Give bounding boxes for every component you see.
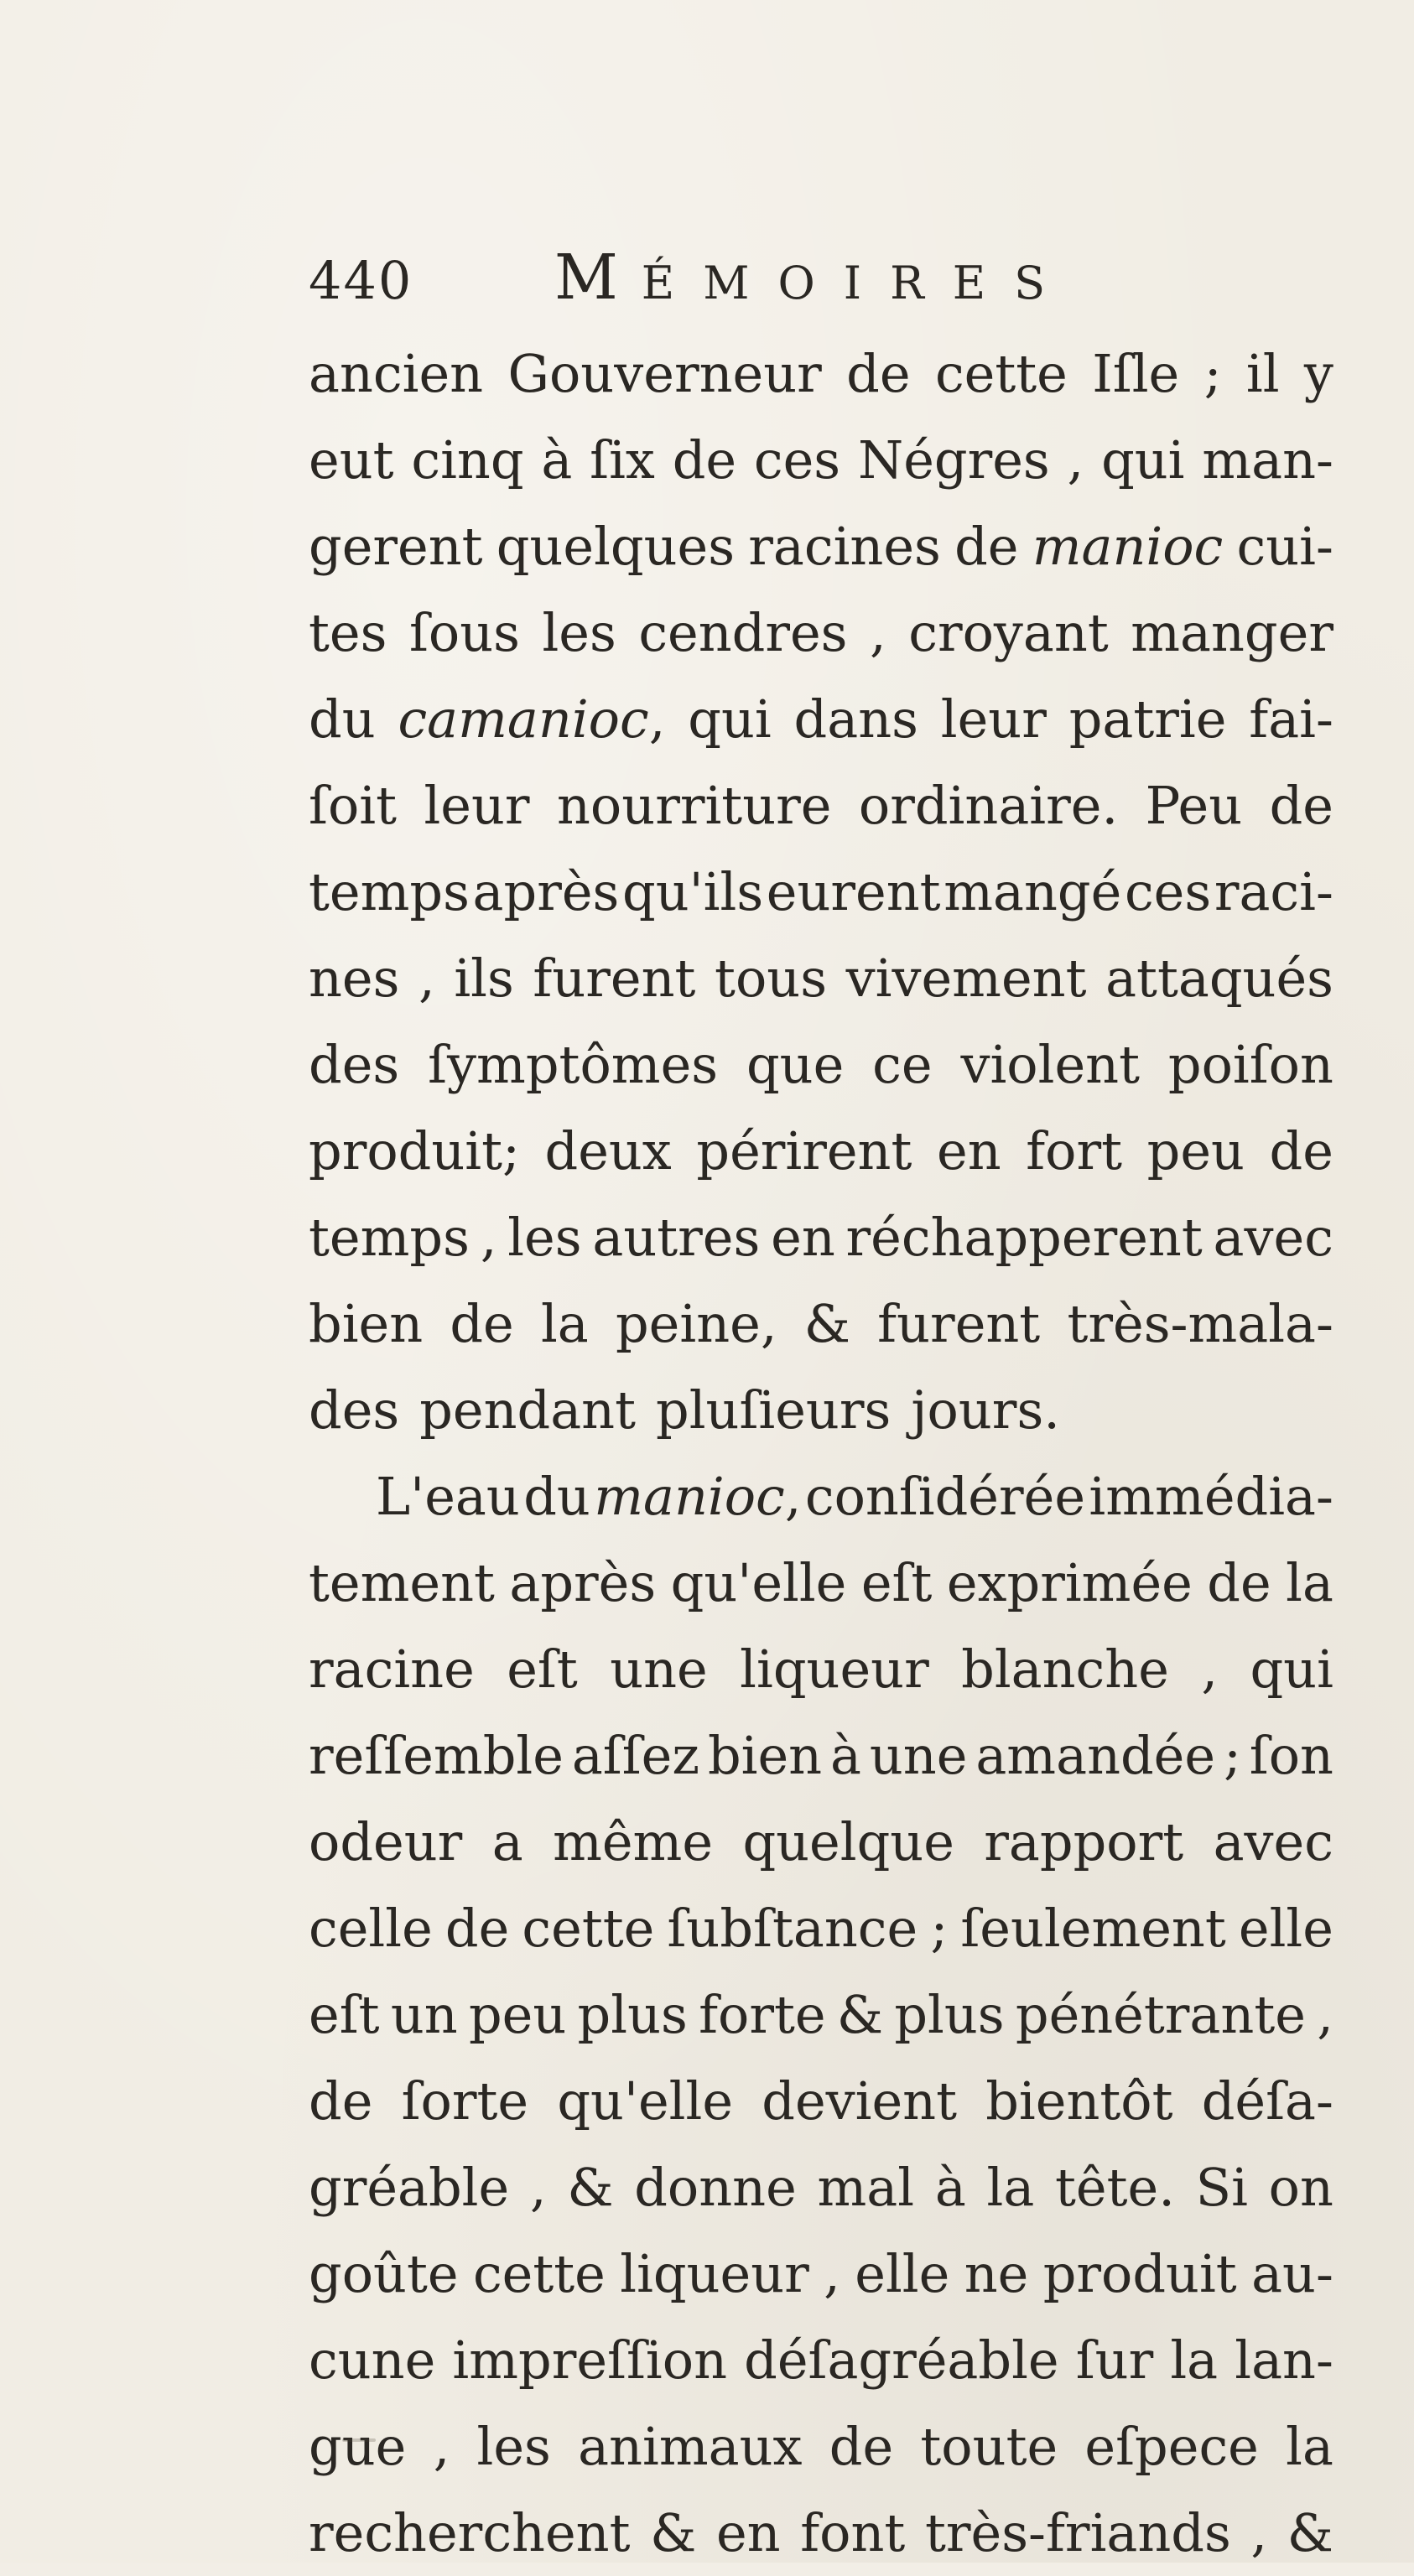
- word: au-: [1251, 2243, 1333, 2304]
- word: les: [542, 602, 616, 663]
- word: liqueur: [740, 1639, 929, 1700]
- word: odeur: [309, 1811, 463, 1872]
- word: la: [1170, 2329, 1219, 2391]
- word: gue: [309, 2416, 407, 2477]
- italic-word: camanioc: [398, 688, 649, 750]
- word: ſous: [408, 602, 520, 663]
- word: jours.: [911, 1379, 1060, 1441]
- word: leur: [424, 775, 530, 836]
- word: à: [934, 2157, 966, 2218]
- word: du: [523, 1466, 590, 1527]
- word: cendres: [638, 602, 848, 663]
- word: deux: [544, 1120, 672, 1182]
- word: que: [746, 1034, 845, 1095]
- word: cette: [522, 1898, 655, 1959]
- word: ,: [1317, 1984, 1333, 2045]
- word: la: [1286, 2416, 1333, 2477]
- word: donne: [634, 2157, 797, 2218]
- page-number: 440: [309, 250, 413, 311]
- word: qu'elle: [557, 2070, 734, 2132]
- word: manioc,: [594, 1453, 801, 1540]
- word: leur: [940, 688, 1047, 750]
- word: de: [846, 343, 911, 404]
- word: un: [390, 1984, 458, 2045]
- word: les: [476, 2416, 551, 2477]
- word: patrie: [1068, 688, 1227, 750]
- word: à: [830, 1725, 861, 1786]
- body-text: [309, 330, 1333, 2576]
- word: lan-: [1235, 2329, 1333, 2391]
- word: produit: [1042, 2243, 1237, 2304]
- word: L'eau: [376, 1466, 520, 1527]
- word: animaux: [578, 2416, 803, 2477]
- word: Si: [1195, 2157, 1248, 2218]
- word: bientôt: [985, 2070, 1173, 2132]
- word: de: [450, 1293, 514, 1354]
- word: qu'elle: [670, 1552, 847, 1613]
- word: mangé: [944, 861, 1122, 922]
- word: ;: [1203, 343, 1222, 404]
- word: blanche: [961, 1639, 1169, 1700]
- word: recherchent: [309, 2502, 631, 2563]
- word: goûte: [309, 2243, 459, 2304]
- word: a: [491, 1811, 523, 1872]
- word: racine: [309, 1639, 475, 1700]
- word: ces: [1124, 861, 1212, 922]
- word: à: [541, 429, 573, 491]
- word: fai-: [1249, 688, 1333, 750]
- word: tement: [309, 1552, 495, 1613]
- word: de: [309, 2070, 373, 2132]
- text-line: [309, 2490, 1333, 2576]
- word: immédia-: [1089, 1466, 1333, 1527]
- text-line: [309, 503, 1333, 589]
- text-line: [309, 2058, 1333, 2144]
- text-line: [309, 589, 1333, 676]
- word: de: [672, 429, 737, 491]
- word: produit;: [309, 1120, 520, 1182]
- word: ,: [1067, 429, 1084, 491]
- text-line: [309, 2317, 1333, 2403]
- word: devient: [762, 2070, 958, 2132]
- word: ,: [1201, 1639, 1219, 1700]
- word: cune: [309, 2329, 436, 2391]
- word: elle: [1238, 1898, 1333, 1959]
- text-line: [309, 1108, 1333, 1194]
- word: ,: [418, 948, 435, 1009]
- word: peu: [468, 1984, 567, 2045]
- word: même: [553, 1811, 714, 1872]
- word: manger: [1131, 602, 1333, 663]
- word: camanioc,: [398, 676, 665, 762]
- word: attaqués: [1105, 948, 1333, 1009]
- text-line: [309, 1021, 1333, 1108]
- word: fort: [1026, 1120, 1123, 1182]
- word: forte: [699, 1984, 826, 2045]
- word: qui: [1101, 429, 1185, 491]
- word: ;: [1223, 1725, 1241, 1786]
- word: croyant: [908, 602, 1109, 663]
- word: [1032, 503, 1224, 589]
- text-line: [309, 1280, 1333, 1367]
- word: cette: [472, 2243, 606, 2304]
- word: réchapperent: [845, 1207, 1203, 1268]
- word: eſt: [309, 1984, 380, 2045]
- word: après: [472, 861, 620, 922]
- word: peu: [1146, 1120, 1245, 1182]
- word: déſagréable: [744, 2329, 1059, 2391]
- word: eſpece: [1084, 2416, 1259, 2477]
- word: ne: [964, 2243, 1029, 2304]
- word: &: [567, 2157, 614, 2218]
- word: Iſle: [1092, 343, 1180, 404]
- word: Négres: [857, 429, 1050, 491]
- word: liqueur: [620, 2243, 809, 2304]
- word: nourriture: [557, 775, 832, 836]
- word: cinq: [411, 429, 524, 491]
- text-line: [309, 1712, 1333, 1799]
- word: de: [1207, 1552, 1271, 1613]
- word: violent: [960, 1034, 1140, 1095]
- word: raci-: [1214, 861, 1333, 922]
- word: avec: [1213, 1207, 1333, 1268]
- word: ,: [870, 602, 886, 663]
- word: &: [803, 1293, 850, 1354]
- word: eut: [309, 429, 394, 491]
- word: furent: [533, 948, 696, 1009]
- word: ces: [753, 429, 841, 491]
- text-line: [309, 1540, 1333, 1626]
- text-line: [309, 2144, 1333, 2231]
- word: rapport: [984, 1811, 1184, 1872]
- word: y: [1303, 343, 1333, 404]
- word: temps: [309, 861, 470, 922]
- word: ils: [454, 948, 514, 1009]
- word: vivement: [845, 948, 1087, 1009]
- text-line: [309, 1971, 1333, 2058]
- word: bien: [309, 1293, 424, 1354]
- word: qui: [688, 688, 772, 750]
- word: ,: [480, 1207, 497, 1268]
- word: autres: [592, 1207, 761, 1268]
- word: déſa-: [1201, 2070, 1333, 2132]
- ink-smudge: [342, 2438, 376, 2442]
- word: ancien: [309, 343, 484, 404]
- word: il: [1245, 343, 1280, 404]
- text-line: [309, 1626, 1333, 1712]
- word: reſſemble: [309, 1725, 564, 1786]
- word: de: [829, 2416, 894, 2477]
- word: une: [610, 1639, 708, 1700]
- word: après: [509, 1552, 657, 1613]
- word: de: [1269, 775, 1333, 836]
- word: ,: [433, 2416, 450, 2477]
- word: pénétrante: [1015, 1984, 1306, 2045]
- word: Gouverneur: [507, 343, 822, 404]
- word: mal: [817, 2157, 915, 2218]
- word: eſt: [860, 1552, 933, 1613]
- text-line: [309, 1799, 1333, 1885]
- word: avec: [1213, 1811, 1333, 1872]
- word: ,: [824, 2243, 840, 2304]
- word: la: [986, 2157, 1035, 2218]
- word: eſt: [507, 1639, 578, 1700]
- word: poiſon: [1167, 1034, 1333, 1095]
- page-header: [309, 242, 1147, 317]
- word: toute: [920, 2416, 1058, 2477]
- word: ſon: [1249, 1725, 1333, 1786]
- word: ce: [872, 1034, 933, 1095]
- word: des: [309, 1034, 400, 1095]
- word: quelque: [742, 1811, 954, 1872]
- word: elle: [855, 2243, 950, 2304]
- word: furent: [877, 1293, 1041, 1354]
- word: très-mala-: [1067, 1293, 1333, 1354]
- word: quelques: [496, 516, 736, 577]
- text-line: [309, 935, 1333, 1021]
- word: tête.: [1054, 2157, 1175, 2218]
- text-line: [309, 2231, 1333, 2317]
- word: de: [954, 516, 1019, 577]
- word: bien: [707, 1725, 823, 1786]
- word: qui: [1250, 1639, 1333, 1700]
- word: les: [507, 1207, 582, 1268]
- word: &: [836, 1984, 884, 2045]
- italic-word: manioc: [594, 1466, 785, 1527]
- word: gréable: [309, 2157, 510, 2218]
- word: on: [1268, 2157, 1333, 2218]
- text-line: [309, 330, 1333, 417]
- text-line: [309, 417, 1333, 503]
- word: ,: [1250, 2502, 1268, 2563]
- word: périrent: [696, 1120, 912, 1182]
- word: une: [869, 1725, 968, 1786]
- text-line: [309, 1453, 1333, 1540]
- text-line: [309, 849, 1333, 935]
- word: temps: [309, 1207, 470, 1268]
- word: ſymptômes: [428, 1034, 719, 1095]
- word: ſubſtance: [667, 1898, 918, 1959]
- word: cui-: [1236, 516, 1333, 577]
- text-line: [309, 676, 1333, 762]
- word: aſſez: [571, 1725, 700, 1786]
- word: qu'ils: [622, 861, 764, 922]
- word: eurent: [766, 861, 941, 922]
- word: conſidérée: [804, 1466, 1086, 1527]
- word: des: [309, 1379, 400, 1441]
- text-line: [309, 1194, 1333, 1280]
- word: du: [309, 688, 376, 750]
- word: plus: [577, 1984, 688, 2045]
- text-line: [309, 1367, 1333, 1453]
- word: ſeulement: [960, 1898, 1226, 1959]
- word: ſoit: [309, 775, 398, 836]
- word: racines: [748, 516, 941, 577]
- word: ſorte: [401, 2070, 529, 2132]
- word: amandée: [975, 1725, 1216, 1786]
- word: ordinaire.: [858, 775, 1119, 836]
- word: ,: [529, 2157, 547, 2218]
- word: tous: [715, 948, 828, 1009]
- word: la: [540, 1293, 589, 1354]
- word: en: [715, 2502, 781, 2563]
- word: man-: [1202, 429, 1333, 491]
- word: peine,: [615, 1293, 777, 1354]
- word: pendant: [419, 1379, 637, 1441]
- running-title: MÉMOIRES: [554, 242, 1074, 314]
- word: la: [1286, 1552, 1333, 1613]
- text-line: [309, 1885, 1333, 1971]
- word: Peu: [1145, 775, 1243, 836]
- word: pluſieurs: [656, 1379, 892, 1441]
- word: nes: [309, 948, 400, 1009]
- word: &: [1287, 2502, 1333, 2563]
- word: en: [771, 1207, 835, 1268]
- word: cette: [934, 343, 1068, 404]
- word: très-friands: [924, 2502, 1231, 2563]
- word: ;: [930, 1898, 949, 1959]
- word: gerent: [309, 516, 483, 577]
- word: celle: [309, 1898, 433, 1959]
- word: en: [937, 1120, 1001, 1182]
- italic-word: manioc: [1032, 516, 1224, 577]
- word: dans: [793, 688, 918, 750]
- text-line: [309, 2403, 1333, 2490]
- word: impreſſion: [452, 2329, 728, 2391]
- word: &: [650, 2502, 697, 2563]
- word: de: [444, 1898, 510, 1959]
- word: tes: [309, 602, 387, 663]
- word: exprimée: [946, 1552, 1193, 1613]
- word: plus: [894, 1984, 1005, 2045]
- text-line: [309, 762, 1333, 849]
- word: font: [800, 2502, 906, 2563]
- word: ſix: [590, 429, 655, 491]
- word: de: [1269, 1120, 1333, 1182]
- word: ſur: [1075, 2329, 1154, 2391]
